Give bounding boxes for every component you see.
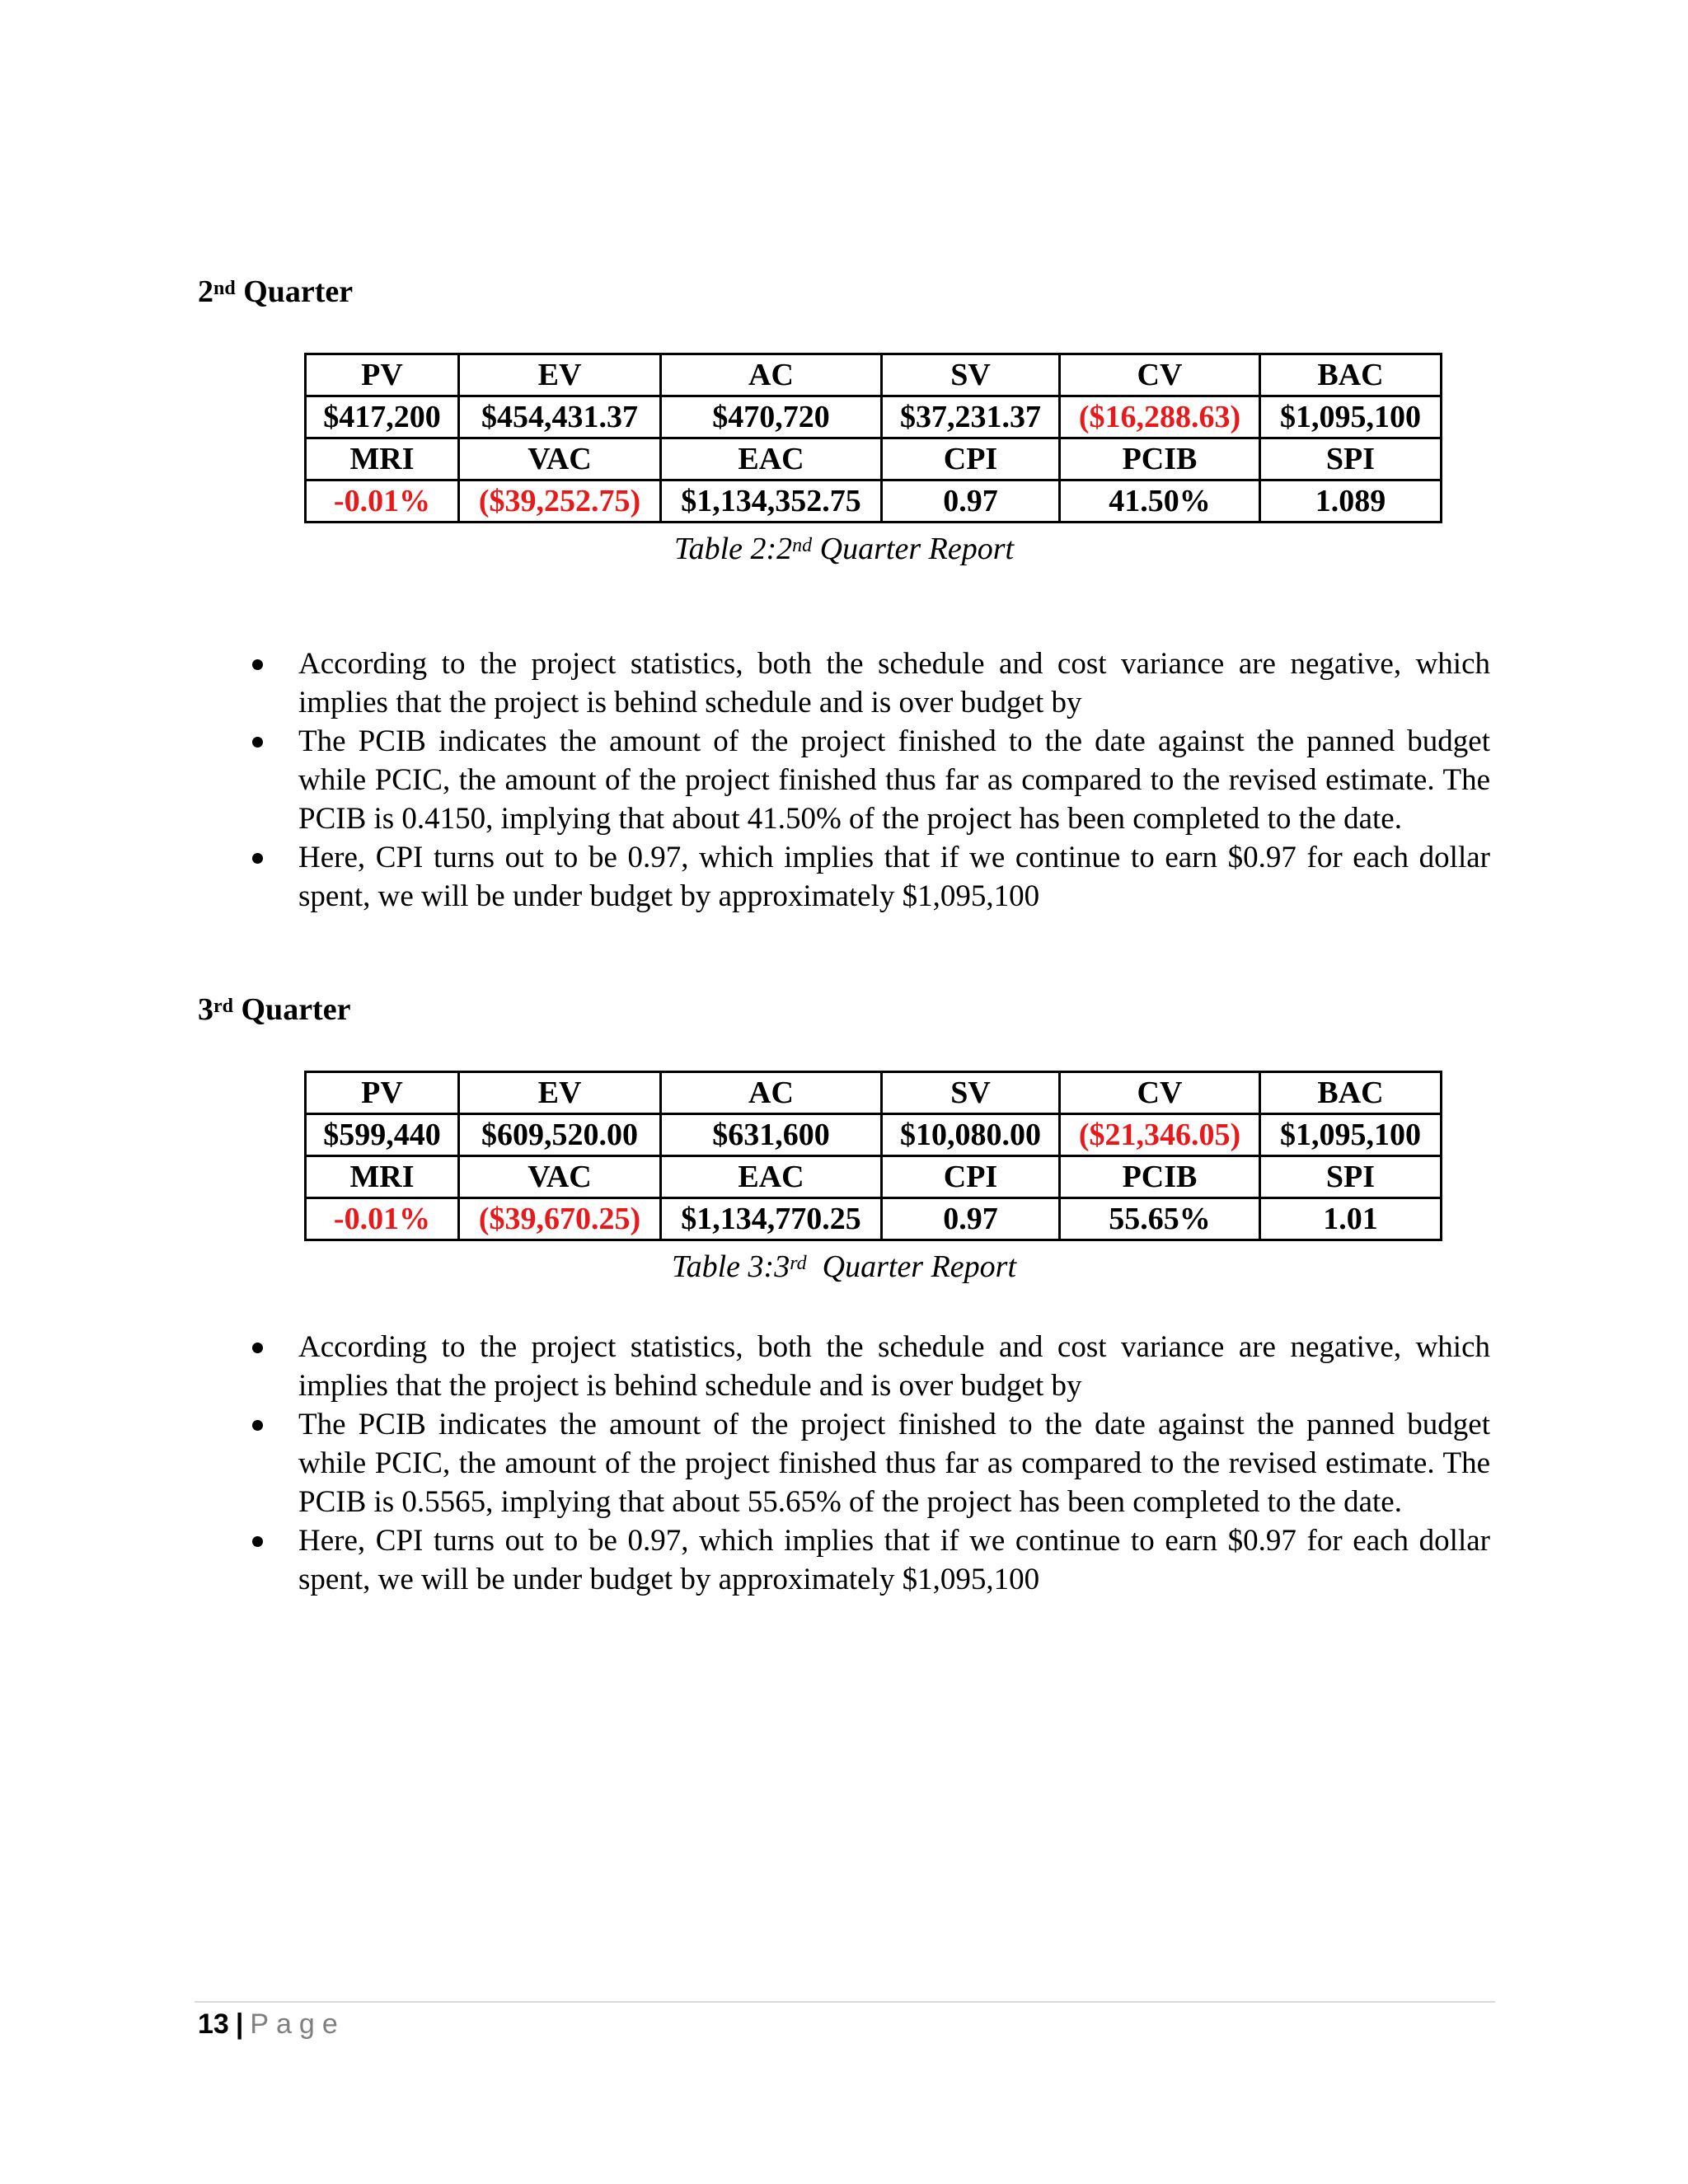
value-cell-sv: $10,080.00 (882, 1114, 1060, 1156)
heading-text: Quarter (243, 274, 354, 309)
header-cell-vac: VAC (459, 1156, 661, 1198)
heading-text: Quarter (241, 992, 351, 1027)
value-cell-spi: 1.01 (1260, 1198, 1442, 1240)
header-cell-ev: EV (459, 354, 661, 396)
list-item (298, 1405, 1490, 1521)
page-label: Page (250, 2008, 345, 2040)
caption-prefix: Table 2:2 (673, 532, 793, 566)
header-cell-pcib: PCIB (1060, 1156, 1260, 1198)
bullet-dot-icon (252, 1420, 263, 1431)
value-cell-mri: -0.01% (306, 480, 459, 523)
value-cell-pcib: 41.50% (1060, 480, 1260, 523)
list-item (298, 722, 1490, 838)
table-row (306, 396, 1442, 438)
value-cell-cpi: 0.97 (882, 480, 1060, 523)
value-cell-eac: $1,134,770.25 (661, 1198, 882, 1240)
q2-report-table (304, 353, 1442, 523)
bullet-dot-icon (252, 1343, 263, 1353)
header-cell-vac: VAC (459, 438, 661, 480)
bullet-dot-icon (252, 853, 263, 864)
value-cell-pcib: 55.65% (1060, 1198, 1260, 1240)
value-cell-bac: $1,095,100 (1260, 396, 1442, 438)
footer-separator: | (235, 2008, 244, 2040)
value-cell-sv: $37,231.37 (882, 396, 1060, 438)
table-row (306, 1156, 1442, 1198)
page-footer (198, 2008, 345, 2041)
heading-number: 3 (198, 992, 213, 1027)
value-cell-cv: ($16,288.63) (1060, 396, 1260, 438)
q3-bullet-list (298, 1328, 1490, 1599)
header-cell-eac: EAC (661, 1156, 882, 1198)
header-cell-bac: BAC (1260, 354, 1442, 396)
value-cell-ev: $454,431.37 (459, 396, 661, 438)
caption-ordinal: rd (790, 1253, 807, 1274)
value-cell-ac: $470,720 (661, 396, 882, 438)
list-item (298, 838, 1490, 916)
list-item-text: According to the project statistics, both the schedule and cost variance are negative, which implies that the project is behind schedule and is over budget by (298, 1330, 1490, 1403)
header-cell-sv: SV (882, 354, 1060, 396)
header-cell-spi: SPI (1260, 438, 1442, 480)
table-row (306, 1198, 1442, 1240)
header-cell-eac: EAC (661, 438, 882, 480)
header-cell-cpi: CPI (882, 438, 1060, 480)
value-cell-vac: ($39,670.25) (459, 1198, 661, 1240)
header-cell-pv: PV (306, 354, 459, 396)
value-cell-pv: $599,440 (306, 1114, 459, 1156)
header-cell-pcib: PCIB (1060, 438, 1260, 480)
caption-suffix: Quarter Report (812, 532, 1015, 566)
list-item-text: The PCIB indicates the amount of the project finished to the date against the panned budget while PCIC, the amount of the project finished thus far as compared to the revised estimate. The PCIB is 0.4150, implying that about 41.50% of the project has been completed to the date. (298, 724, 1490, 836)
section-heading-q3 (198, 993, 350, 1026)
heading-number: 2 (198, 274, 213, 309)
heading-ordinal: rd (213, 996, 233, 1017)
footer-divider (195, 2001, 1495, 2003)
value-cell-eac: $1,134,352.75 (661, 480, 882, 523)
value-cell-cv: ($21,346.05) (1060, 1114, 1260, 1156)
q3-report-table (304, 1071, 1442, 1241)
value-cell-ac: $631,600 (661, 1114, 882, 1156)
list-item-text: According to the project statistics, both the schedule and cost variance are negative, which implies that the project is behind schedule and is over budget by (298, 647, 1490, 719)
list-item-text: The PCIB indicates the amount of the project finished to the date against the panned budget while PCIC, the amount of the project finished thus far as compared to the revised estimate. The PCIB is 0.5565, implying that about 55.65% of the project has been completed to the date. (298, 1408, 1490, 1519)
q2-bullet-list (298, 644, 1490, 916)
table-caption-q3 (0, 1250, 1688, 1283)
list-item (298, 1521, 1490, 1599)
table-row (306, 438, 1442, 480)
list-item (298, 644, 1490, 722)
table-row (306, 354, 1442, 396)
list-item-text: Here, CPI turns out to be 0.97, which implies that if we continue to earn $0.97 for each dollar spent, we will be under budget by approximately $1,095,100 (298, 1524, 1490, 1596)
table-row (306, 1114, 1442, 1156)
list-item (298, 1328, 1490, 1405)
list-item-text: Here, CPI turns out to be 0.97, which implies that if we continue to earn $0.97 for each dollar spent, we will be under budget by approximately $1,095,100 (298, 841, 1490, 913)
value-cell-mri: -0.01% (306, 1198, 459, 1240)
table-row (306, 480, 1442, 523)
header-cell-bac: BAC (1260, 1072, 1442, 1114)
header-cell-mri: MRI (306, 438, 459, 480)
header-cell-pv: PV (306, 1072, 459, 1114)
bullet-dot-icon (252, 1536, 263, 1547)
header-cell-sv: SV (882, 1072, 1060, 1114)
header-cell-cv: CV (1060, 354, 1260, 396)
bullet-dot-icon (252, 737, 263, 748)
value-cell-bac: $1,095,100 (1260, 1114, 1442, 1156)
value-cell-pv: $417,200 (306, 396, 459, 438)
header-cell-mri: MRI (306, 1156, 459, 1198)
value-cell-vac: ($39,252.75) (459, 480, 661, 523)
section-heading-q2 (198, 275, 353, 308)
bullet-dot-icon (252, 659, 263, 670)
header-cell-ac: AC (661, 354, 882, 396)
header-cell-ac: AC (661, 1072, 882, 1114)
header-cell-spi: SPI (1260, 1156, 1442, 1198)
table-caption-q2 (0, 532, 1688, 565)
value-cell-ev: $609,520.00 (459, 1114, 661, 1156)
caption-suffix: Quarter Report (806, 1249, 1017, 1284)
table-row (306, 1072, 1442, 1114)
page-number: 13 (198, 2008, 229, 2040)
value-cell-spi: 1.089 (1260, 480, 1442, 523)
caption-ordinal: nd (792, 535, 813, 556)
value-cell-cpi: 0.97 (882, 1198, 1060, 1240)
header-cell-ev: EV (459, 1072, 661, 1114)
heading-ordinal: nd (213, 278, 236, 299)
caption-prefix: Table 3:3 (671, 1249, 790, 1284)
header-cell-cv: CV (1060, 1072, 1260, 1114)
header-cell-cpi: CPI (882, 1156, 1060, 1198)
